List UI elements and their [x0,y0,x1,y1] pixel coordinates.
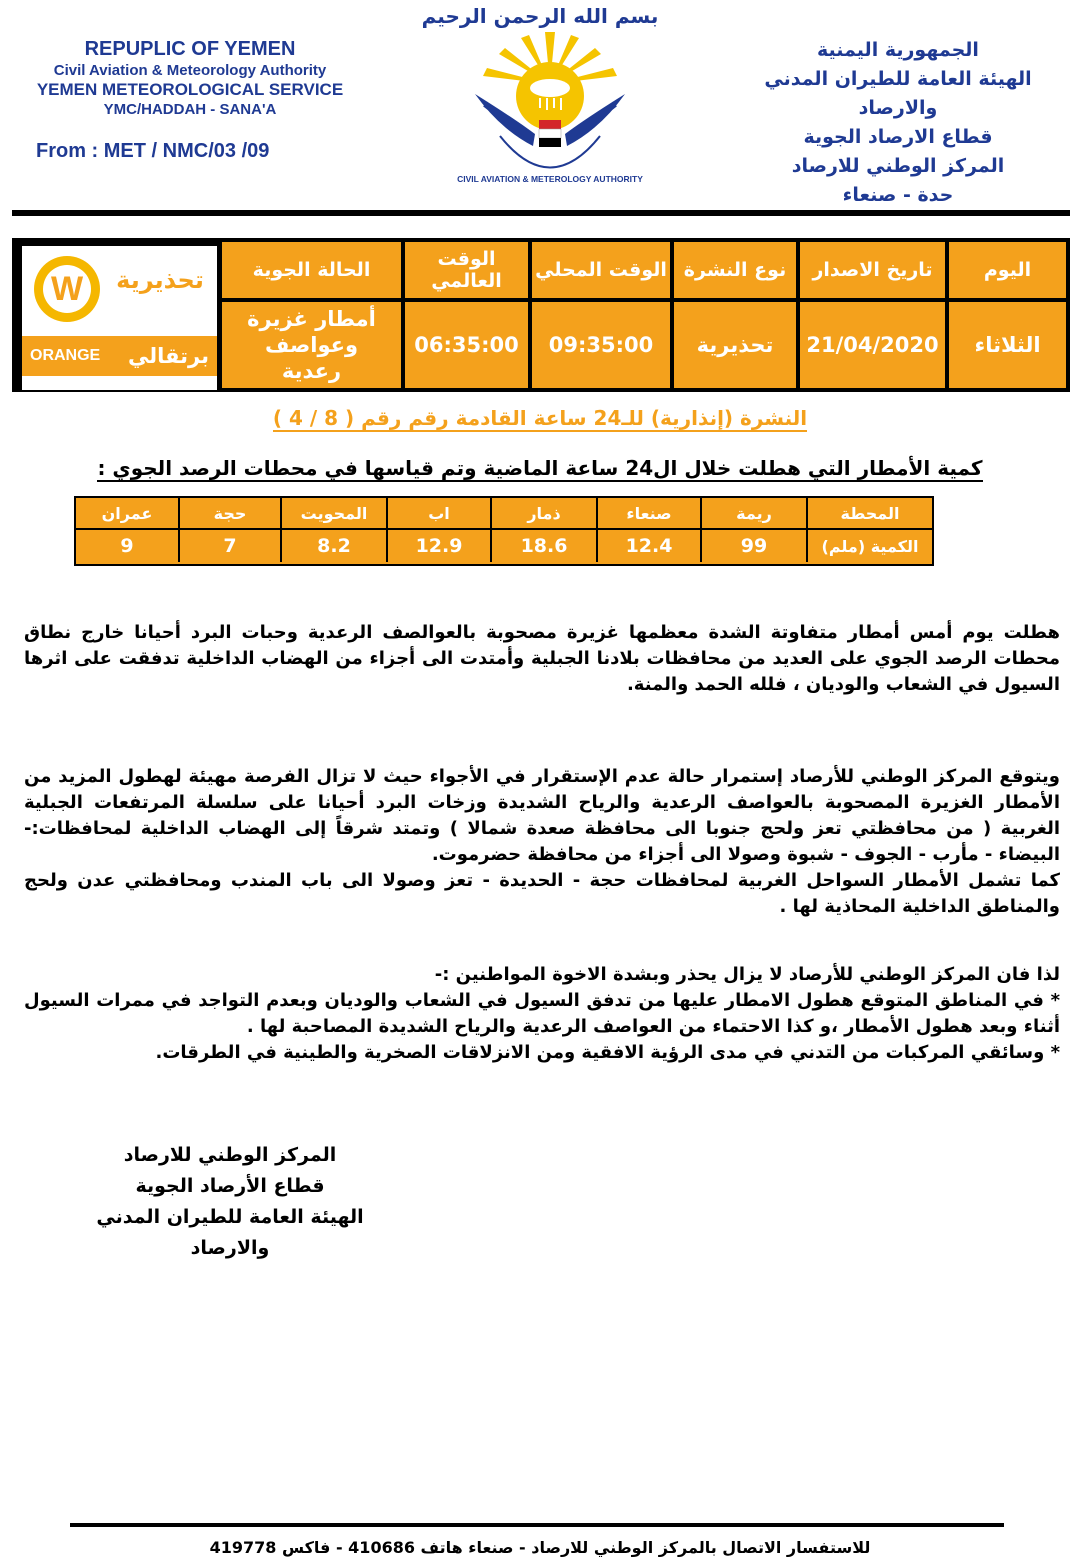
country-name-ar: الجمهورية اليمنية [817,39,979,61]
signature-line-3: الهيئة العامة للطيران المدني والارصاد [96,1206,364,1259]
basmala: بسم الله الرحمن الرحيم [421,4,659,28]
header-local-time: الوقت المحلي [532,242,670,298]
paragraph-forecast [24,764,1060,920]
from-reference: From : MET / NMC/03 /09 [36,140,270,162]
arabic-header [738,36,1058,210]
rain-station-5: المحويت [280,498,386,528]
value-issue-date: 21/04/2020 [800,302,945,388]
service-name-en: YEMEN METEOROLOGICAL SERVICE [36,80,344,99]
value-weather-state: أمطار غزيرة وعواصف رعدية [222,302,401,388]
warning-intro: لذا فان المركز الوطني للأرصاد لا يزال يحذر وبشدة الاخوة المواطنين :- [434,964,1060,985]
header-day: اليوم [949,242,1066,298]
rain-station-3: ذمار [490,498,596,528]
sector-name-ar: قطاع الارصاد الجوية [803,126,993,148]
warning-label: تحذيرية [116,266,204,294]
logo-caption: CIVIL AVIATION & METEROLOGY AUTHORITY [457,174,643,184]
header-issue-date: تاريخ الاصدار [800,242,945,298]
warning-item-floods: * في المناطق المتوقع هطول الامطار عليها من تدفق السيول في الشعاب والوديان وبعدم التواجد في ممرات السيول أثناء وبعد هطول الأمطار ،و كذا الاحتماء من العواصف الرعدية والرياح الشديدة المصاحبة لها . [24,990,1060,1037]
rain-amount-5: 8.2 [280,530,386,562]
authority-name-en: Civil Aviation & Meteorology Authority [53,62,327,79]
rain-table-title: كمية الأمطار التي هطلت خلال ال24 ساعة الماضية وتم قياسها في محطات الرصد الجوي : [97,456,983,480]
location-ar: حدة - صنعاء [842,184,954,206]
warning-level-ar: برتقالي [128,344,209,368]
info-table [12,238,1070,392]
warning-circle-icon [34,256,100,322]
location-en: YMC/HADDAH - SANA'A [103,101,277,118]
authority-name-ar: الهيئة العامة للطيران المدني والارصاد [764,68,1032,119]
signature-line-1: المركز الوطني للارصاد [123,1144,337,1166]
country-name-en: REPUPLIC OF YEMEN [84,38,296,60]
rain-station-7: عمران [101,503,153,523]
header-utc-time: الوقت العالمي [405,242,528,298]
center-name-ar: المركز الوطني للارصاد [791,155,1005,177]
rain-amount-4: 12.9 [386,530,490,562]
rain-amount-2: 12.4 [596,530,700,562]
bulletin-title: النشرة (إنذارية) للـ24 ساعة القادمة رقم رقم ( 8 / 4 ) [272,406,808,430]
warning-item-drivers: * وسائقي المركبات من التدني في مدى الرؤية الافقية ومن الانزلاقات الصخرية والطينية في الطرقات. [155,1042,1060,1063]
rain-station-2: صنعاء [596,498,700,528]
header-weather-state: الحالة الجوية [222,242,401,298]
value-utc-time: 06:35:00 [405,302,528,388]
rain-table [74,496,934,566]
rain-amount-label: الكمية (ملم) [806,530,932,562]
paragraph-warnings [24,962,1060,1066]
coastal-text: كما تشمل الأمطار السواحل الغربية لمحافظات حجة - الحديدة - تعز وصولا الى باب المندب ومحافظتي عدن ولحج والمناطق الداخلية المحاذية لها . [24,870,1060,917]
value-bulletin-type: تحذيرية [674,302,796,388]
signature-line-2: قطاع الأرصاد الجوية [135,1175,325,1197]
authority-logo [455,24,645,194]
rain-station-4: اب [386,498,490,528]
warning-badge [20,244,219,392]
warning-level-en: ORANGE [30,347,101,364]
rain-amount-1: 99 [700,530,806,562]
footer-separator [70,1523,1004,1527]
header-bulletin-type: نوع النشرة [674,242,796,298]
rain-station-1: ريمة [700,498,806,528]
warning-level-bar [22,336,217,376]
signature-block [60,1140,400,1264]
warning-letter: W [43,265,91,313]
footer-contact: للاستفسار الاتصال بالمركز الوطني للارصاد - صنعاء هاتف 410686 - فاكس 419778 [209,1538,871,1557]
english-header [20,36,360,120]
header-separator [12,210,1070,216]
rain-station-label: المحطة [806,498,932,528]
value-local-time: 09:35:00 [532,302,670,388]
rain-station-6: حجة [178,498,280,528]
rain-amount-7: 9 [120,535,134,557]
value-day: الثلاثاء [949,302,1066,388]
rain-amount-3: 18.6 [490,530,596,562]
forecast-text: ويتوقع المركز الوطني للأرصاد إستمرار حالة عدم الإستقرار في الأجواء حيث لا تزال الفرصة مهيئة لهطول المزيد من الأمطار الغزيرة المصحوبة بالعواصف الرعدية والرياح الشديدة وزخات البرد أحيانا على سلسلة المرتفعات الجبلية الغربية ( من محافظتي تعز ولحج جنوبا الى محافظة صعدة شمالا ) وتمتد شرقاً إلى الهضاب الداخلية لمحافظات:- البيضاء - مأرب - الجوف - شبوة وصولا الى أجزاء من محافظة حضرموت. [24,766,1060,865]
rain-amount-6: 7 [178,530,280,562]
paragraph-past-rain: هطلت يوم أمس أمطار متفاوتة الشدة معظمها غزيرة مصحوبة بالعوالصف الرعدية وحبات البرد أحيانا خارج نطاق محطات الرصد الجوي على العديد من محافظات بلادنا الجبلية وأمتدت الى أجزاء من الهضاب الداخلية تدفقت على اثرها السيول في الشعاب والوديان ، فلله الحمد والمنة. [24,622,1060,695]
